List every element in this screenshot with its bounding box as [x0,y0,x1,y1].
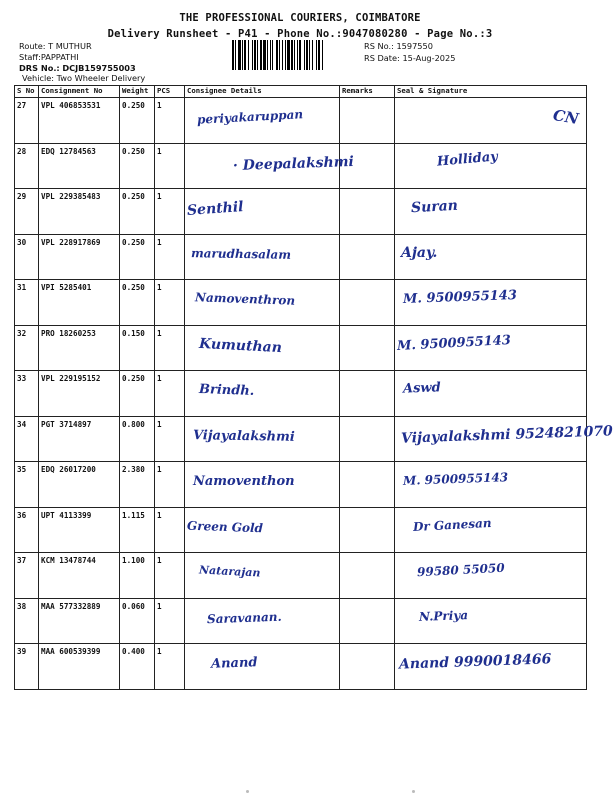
weight-cell: 0.250 [120,143,155,189]
weight-cell: 0.250 [120,98,155,144]
col-signature: Seal & Signature [395,86,587,98]
col-remarks: Remarks [340,86,395,98]
vehicle-label: Vehicle: [22,73,55,83]
signature-cell [395,598,587,644]
col-pcs: PCS [155,86,185,98]
consignee-handwriting: Natarajan [198,563,261,580]
pcs-cell: 1 [155,325,185,371]
rs-date-label: RS Date: [364,53,400,63]
remarks-cell [340,189,395,235]
remarks-cell [340,462,395,508]
table-row [15,189,587,235]
drs-value: DCJB159755003 [62,63,136,73]
scan-speck [246,790,249,793]
signature-cell [395,371,587,417]
signature-handwriting: 99580 55050 [416,560,505,580]
consignee-handwriting: Vijayalakshmi [192,427,295,445]
signature-handwriting: Ajay. [401,244,438,261]
pcs-cell: 1 [155,189,185,235]
document-subtitle: Delivery Runsheet - P41 - Phone No.:9047080280 - Page No.:3 [107,28,493,40]
sno-cell: 30 [15,234,39,280]
sno-cell: 28 [15,143,39,189]
consignee-cell [185,325,340,371]
sno-cell: 36 [15,507,39,553]
table-row [15,325,587,371]
signature-handwriting: Holliday [436,148,499,170]
col-sno: S No [15,86,39,98]
consignment-cell: EDQ 12784563 [39,143,120,189]
consignment-cell: VPL 406853531 [39,98,120,144]
remarks-cell [340,553,395,599]
signature-cell [395,189,587,235]
table-row [15,598,587,644]
weight-cell: 0.250 [120,280,155,326]
signature-cell [395,553,587,599]
table-row [15,644,587,690]
signature-cell [395,507,587,553]
consignee-handwriting: · Deepalakshmi [232,153,355,174]
rs-no-line [364,41,433,51]
rs-date-line [364,53,455,63]
staff-value: PAPPATHI [40,52,79,62]
consignee-handwriting: Anand [210,655,258,672]
col-consignee: Consignee Details [185,86,340,98]
sno-cell: 35 [15,462,39,508]
rs-no-label: RS No.: [364,41,394,51]
consignment-cell: VPL 229385483 [39,189,120,235]
table-row [15,234,587,280]
table-row [15,280,587,326]
table-row [15,507,587,553]
signature-handwriting: M. 9500955143 [396,332,512,354]
signature-cell [395,416,613,462]
weight-cell: 0.060 [120,598,155,644]
consignee-cell [185,507,340,553]
weight-cell: 0.250 [120,189,155,235]
signature-handwriting: Aswd [402,380,441,397]
sno-cell: 29 [15,189,39,235]
col-consignment: Consignment No [39,86,120,98]
remarks-cell [340,280,395,326]
consignee-handwriting: Saravanan. [206,609,282,626]
consignment-cell: MAA 577332889 [39,598,120,644]
signature-handwriting: M. 9500955143 [402,470,509,488]
signature-cell [395,325,587,371]
consignment-cell: VPL 228917869 [39,234,120,280]
table-row [15,416,587,462]
consignee-handwriting: Brindh. [198,382,255,399]
weight-cell: 1.115 [120,507,155,553]
consignee-handwriting: Namoventhron [194,290,296,308]
rs-date-value: 15-Aug-2025 [402,53,456,63]
weight-cell: 0.400 [120,644,155,690]
table-row [15,462,587,508]
pcs-cell: 1 [155,416,185,462]
remarks-cell [340,234,395,280]
weight-cell: 0.250 [120,234,155,280]
consignee-cell [185,280,340,326]
barcode [232,40,359,70]
document-title: THE PROFESSIONAL COURIERS, COIMBATORE [179,12,421,24]
consignee-cell [185,371,340,417]
pcs-cell: 1 [155,280,185,326]
col-weight: Weight [120,86,155,98]
remarks-cell [340,371,395,417]
remarks-cell [340,507,395,553]
consignee-cell [185,143,355,189]
signature-cell [395,234,587,280]
pcs-cell: 1 [155,371,185,417]
weight-cell: 2.380 [120,462,155,508]
consignee-handwriting: Green Gold [186,518,264,535]
consignee-handwriting: marudhasalam [190,245,292,262]
consignment-cell: EDQ 26017200 [39,462,120,508]
sno-cell: 32 [15,325,39,371]
table-row [15,553,587,599]
pcs-cell: 1 [155,598,185,644]
rs-no-value: 1597550 [396,41,433,51]
consignment-cell: PGT 3714897 [39,416,120,462]
signature-handwriting: Vijayalakshmi 9524821070 [400,422,613,447]
sno-cell: 37 [15,553,39,599]
pcs-cell: 1 [155,462,185,508]
weight-cell: 1.100 [120,553,155,599]
signature-handwriting: Anand 9990018466 [398,651,552,673]
sno-cell: 31 [15,280,39,326]
remarks-cell [340,598,395,644]
consignee-cell [185,189,340,235]
drs-label: DRS No.: [19,63,60,73]
consignment-cell: VPL 229195152 [39,371,120,417]
staff-line [19,52,79,62]
consignment-cell: PRO 18260253 [39,325,120,371]
pcs-cell: 1 [155,98,185,144]
sno-cell: 27 [15,98,39,144]
consignee-cell [185,462,340,508]
consignee-handwriting: Kumuthan [198,335,283,356]
drs-line [19,63,136,73]
consignment-cell: UPT 4113399 [39,507,120,553]
scan-speck [412,790,415,793]
sno-cell: 34 [15,416,39,462]
consignee-handwriting: Namoventhon [193,474,295,489]
staff-label: Staff: [19,52,41,62]
consignee-handwriting: Senthil [186,199,244,219]
table-row [15,143,587,189]
consignee-handwriting: periyakaruppan [196,107,304,127]
pcs-cell: 1 [155,507,185,553]
route-value: T MUTHUR [48,41,92,51]
route-label: Route: [19,41,46,51]
weight-cell: 0.150 [120,325,155,371]
signature-handwriting: Dr Ganesan [412,515,492,534]
runsheet-table [14,85,613,690]
remarks-cell [340,98,395,144]
signature-handwriting: CN [551,105,581,129]
sno-cell: 33 [15,371,39,417]
route-line [19,41,92,51]
pcs-cell: 1 [155,143,185,189]
consignment-cell: KCM 13478744 [39,553,120,599]
consignee-cell [185,553,340,599]
remarks-cell [340,416,395,462]
consignee-cell [185,98,340,144]
consignee-cell [185,644,340,690]
table-row [15,98,587,144]
remarks-cell [340,644,395,690]
table-header-row [15,86,587,98]
vehicle-line [22,73,145,83]
pcs-cell: 1 [155,553,185,599]
sno-cell: 39 [15,644,39,690]
signature-cell [395,280,587,326]
signature-cell [395,462,587,508]
consignment-cell: MAA 600539399 [39,644,120,690]
remarks-cell [340,325,395,371]
consignee-cell [185,234,340,280]
consignment-cell: VPI 5285401 [39,280,120,326]
vehicle-value: Two Wheeler Delivery [56,73,146,83]
pcs-cell: 1 [155,644,185,690]
weight-cell: 0.250 [120,371,155,417]
table-row [15,371,587,417]
signature-cell [395,98,587,144]
sno-cell: 38 [15,598,39,644]
signature-handwriting: N.Priya [418,607,469,624]
pcs-cell: 1 [155,234,185,280]
signature-handwriting: M. 9500955143 [402,288,518,307]
consignee-cell [185,598,340,644]
signature-handwriting: Suran [410,197,459,217]
signature-cell [395,644,587,690]
weight-cell: 0.800 [120,416,155,462]
consignee-cell [185,416,340,462]
signature-cell [395,143,587,189]
